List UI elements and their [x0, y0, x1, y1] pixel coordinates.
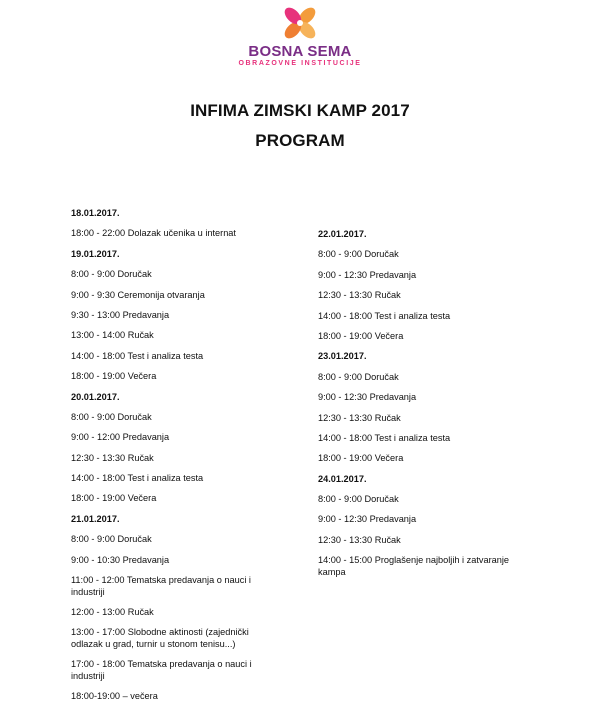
schedule-item: 12:30 - 13:30 Ručak — [318, 412, 401, 423]
schedule-item: 14:00 - 18:00 Test i analiza testa — [71, 473, 204, 484]
bosna-sema-logo-icon — [277, 3, 323, 43]
schedule-item: 8:00 - 9:00 Doručak — [71, 269, 152, 280]
logo-center — [297, 20, 303, 26]
schedule-item: 12:00 - 13:00 Ručak — [71, 606, 154, 617]
schedule-item: 18:00 - 19:00 Večera — [71, 493, 157, 504]
document-subtitle: PROGRAM — [255, 131, 345, 150]
schedule-item: 18:00 - 19:00 Večera — [318, 330, 404, 341]
day-heading: 24.01.2017. — [318, 473, 367, 484]
schedule-item: 12:30 - 13:30 Ručak — [318, 290, 401, 301]
logo-name-bosna: BOSNA — [248, 43, 304, 60]
schedule-item: 8:00 - 9:00 Doručak — [318, 371, 399, 382]
schedule-item: 8:00 - 9:00 Doručak — [71, 411, 152, 422]
schedule-item: 8:00 - 9:00 Doručak — [318, 249, 399, 260]
schedule-right-column — [318, 229, 528, 587]
logo-name-sema: SEMA — [307, 43, 352, 60]
schedule-item: 9:00 - 12:00 Predavanja — [71, 432, 170, 443]
schedule-item: 18:00-19:00 – večera — [71, 691, 158, 702]
day-heading: 19.01.2017. — [71, 248, 120, 259]
document-title: INFIMA ZIMSKI KAMP 2017 — [190, 101, 410, 120]
schedule-item: 9:30 - 13:00 Predavanja — [71, 309, 170, 320]
logo — [0, 0, 600, 70]
schedule-item: 9:00 - 9:30 Ceremonija otvaranja — [71, 289, 205, 300]
schedule-item: 9:00 - 12:30 Predavanja — [318, 392, 417, 403]
schedule-item: 14:00 - 18:00 Test i analiza testa — [318, 310, 451, 321]
day-heading: 21.01.2017. — [71, 513, 120, 524]
schedule-item: 11:00 - 12:00 Tematska predavanja o nauci i industriji — [71, 575, 251, 597]
day-heading: 20.01.2017. — [71, 391, 120, 402]
schedule-item: 18:00 - 22:00 Dolazak učenika u internat — [71, 228, 236, 239]
schedule-item: 12:30 - 13:30 Ručak — [318, 534, 401, 545]
schedule-item: 17:00 - 18:00 Tematska predavanja o nauci i industriji — [71, 659, 252, 681]
schedule-item: 14:00 - 15:00 Proglašenje najboljih i zatvaranje kampa — [318, 555, 510, 577]
day-heading: 18.01.2017. — [71, 208, 120, 218]
schedule-item: 9:00 - 10:30 Predavanja — [71, 554, 170, 565]
schedule-left-column — [71, 208, 281, 711]
schedule-item: 9:00 - 12:30 Predavanja — [318, 514, 417, 525]
schedule-item: 14:00 - 18:00 Test i analiza testa — [71, 350, 204, 361]
schedule-item: 14:00 - 18:00 Test i analiza testa — [318, 432, 451, 443]
schedule-item: 8:00 - 9:00 Doručak — [318, 494, 399, 505]
schedule-item: 9:00 - 12:30 Predavanja — [318, 269, 417, 280]
logo-name — [0, 43, 600, 60]
day-heading: 22.01.2017. — [318, 229, 367, 239]
schedule-item: 8:00 - 9:00 Doručak — [71, 534, 152, 545]
schedule-item: 18:00 - 19:00 Večera — [71, 371, 157, 382]
schedule-item: 12:30 - 13:30 Ručak — [71, 452, 154, 463]
schedule-item: 13:00 - 14:00 Ručak — [71, 330, 154, 341]
logo-subtitle: OBRAZOVNE INSTITUCIJE — [238, 60, 362, 67]
schedule-item: 13:00 - 17:00 Slobodne aktinosti (zajednički odlazak u grad, turnir u stonom tenisu...) — [71, 627, 249, 649]
day-heading: 23.01.2017. — [318, 351, 367, 362]
schedule-item: 18:00 - 19:00 Večera — [318, 453, 404, 464]
